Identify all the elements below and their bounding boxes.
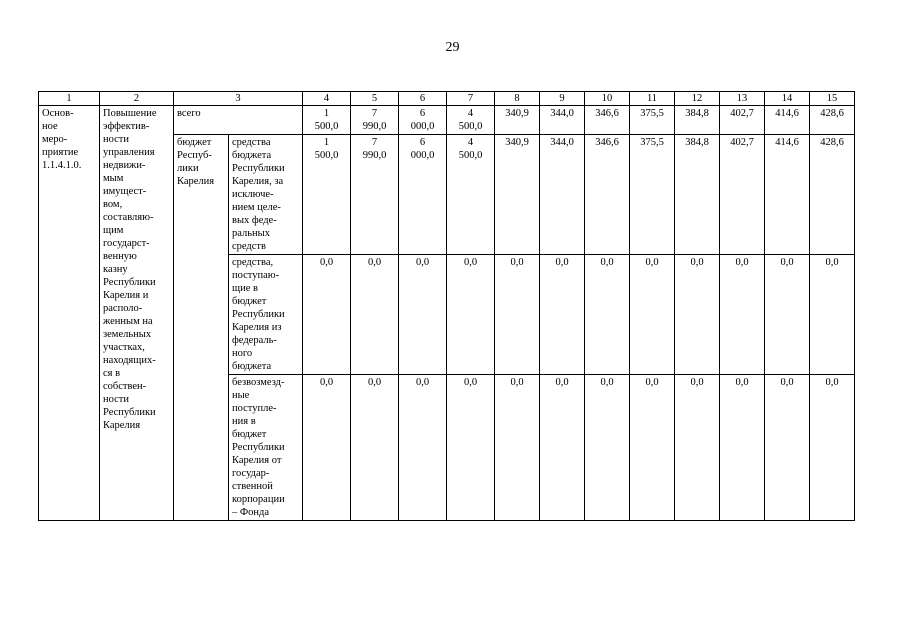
text-line: 500,0 [458, 121, 483, 132]
value-cell: 0,0 [720, 255, 765, 375]
column-header: 6 [399, 92, 447, 106]
text-line: Основ- [42, 108, 74, 119]
value-cell [351, 135, 399, 255]
value-cell: 0,0 [351, 255, 399, 375]
text-line: 000,0 [410, 150, 435, 161]
value-cell [810, 135, 855, 255]
text-line: безвозмезд- [232, 377, 285, 388]
text-line: 375,5 [640, 108, 664, 119]
text-line: 375,5 [640, 137, 664, 148]
text-line: 500,0 [314, 121, 339, 132]
text-line: государ- [232, 468, 270, 479]
text-line: Карелия из [232, 322, 282, 333]
text-line: мым [103, 173, 124, 184]
text-line: располо- [103, 303, 143, 314]
text-line: 6 [419, 108, 426, 119]
value-cell: 0,0 [675, 375, 720, 521]
text-line: щим [103, 225, 124, 236]
text-line: бюджета [232, 361, 272, 372]
text-line: поступле- [232, 403, 277, 414]
text-line: 402,7 [730, 137, 754, 148]
text-line: 4 [467, 137, 474, 148]
text-line: исключе- [232, 189, 274, 200]
text-line: составляю- [103, 212, 154, 223]
gratuitous-receipts-label [229, 375, 303, 521]
text-line: Карелия, за [232, 176, 284, 187]
value-cell [447, 106, 495, 135]
text-line: ния в [232, 416, 256, 427]
value-cell [351, 106, 399, 135]
text-line: средства, [232, 257, 274, 268]
text-line: бюджет [232, 429, 267, 440]
text-line: 000,0 [410, 121, 435, 132]
text-line: 414,6 [775, 108, 799, 119]
text-line: 414,6 [775, 137, 799, 148]
text-line: 340,9 [505, 137, 529, 148]
text-line: 384,8 [685, 137, 709, 148]
text-line: 344,0 [550, 108, 574, 119]
value-cell [399, 106, 447, 135]
text-line: приятие [42, 147, 79, 158]
text-line: государст- [103, 238, 150, 249]
value-cell: 0,0 [495, 255, 540, 375]
column-header: 8 [495, 92, 540, 106]
text-line: 346,6 [595, 137, 619, 148]
text-line: 340,9 [505, 108, 529, 119]
text-line: 384,8 [685, 108, 709, 119]
text-line: корпорации [232, 494, 285, 505]
federal-funds-label [229, 255, 303, 375]
text-line: федераль- [232, 335, 277, 346]
text-line: 428,6 [820, 137, 844, 148]
text-line: меро- [42, 134, 68, 145]
value-cell: 0,0 [399, 375, 447, 521]
text-line: имущест- [103, 186, 147, 197]
text-line: 990,0 [362, 121, 387, 132]
value-cell [585, 106, 630, 135]
value-cell: 0,0 [810, 255, 855, 375]
text-line: ного [232, 348, 253, 359]
value-cell: 0,0 [351, 375, 399, 521]
budget-source-label [174, 135, 229, 521]
value-cell [720, 106, 765, 135]
measure-name-cell [100, 106, 174, 521]
text-line: 344,0 [550, 137, 574, 148]
text-line: 7 [371, 108, 378, 119]
value-cell: 0,0 [447, 255, 495, 375]
value-cell: 0,0 [495, 375, 540, 521]
value-cell: 0,0 [399, 255, 447, 375]
value-cell [495, 135, 540, 255]
column-header: 4 [303, 92, 351, 106]
text-line: – Фонда [232, 507, 270, 518]
text-line: средства [232, 137, 271, 148]
text-line: находящих- [103, 355, 156, 366]
column-header: 12 [675, 92, 720, 106]
text-line: Повышение [103, 108, 157, 119]
text-line: щие в [232, 283, 258, 294]
text-line: бюджета [232, 150, 272, 161]
text-line: 6 [419, 137, 426, 148]
column-header: 15 [810, 92, 855, 106]
text-line: Карелия [103, 420, 141, 431]
text-line: ральных [232, 228, 270, 239]
text-line: 1 [323, 108, 330, 119]
value-cell [765, 135, 810, 255]
text-line: недвижи- [103, 160, 146, 171]
value-cell [810, 106, 855, 135]
page-number: 29 [445, 40, 460, 55]
value-cell: 0,0 [447, 375, 495, 521]
text-line: Республики [103, 277, 156, 288]
total-label: всего [174, 106, 303, 135]
value-cell: 0,0 [303, 255, 351, 375]
value-cell [630, 106, 675, 135]
value-cell: 0,0 [765, 375, 810, 521]
text-line: управления [103, 147, 155, 158]
value-cell: 0,0 [810, 375, 855, 521]
value-cell [585, 135, 630, 255]
value-cell [675, 106, 720, 135]
text-line: 4 [467, 108, 474, 119]
total-row [39, 106, 855, 135]
text-line: бюджет [232, 296, 267, 307]
value-cell [495, 106, 540, 135]
value-cell [540, 106, 585, 135]
text-line: ся в [103, 368, 121, 379]
text-line: ное [42, 121, 58, 132]
column-header: 2 [100, 92, 174, 106]
value-cell [540, 135, 585, 255]
text-line: ные [232, 390, 250, 401]
text-line: Республики [232, 163, 285, 174]
text-line: бюджет [177, 137, 212, 148]
value-cell: 0,0 [675, 255, 720, 375]
text-line: 500,0 [314, 150, 339, 161]
text-line: земельных [103, 329, 152, 340]
value-cell [447, 135, 495, 255]
value-cell: 0,0 [630, 255, 675, 375]
value-cell [675, 135, 720, 255]
column-header: 1 [39, 92, 100, 106]
text-line: 7 [371, 137, 378, 148]
measure-code-cell [39, 106, 100, 521]
column-header: 7 [447, 92, 495, 106]
text-line: Республики [232, 309, 285, 320]
budget-table [38, 91, 855, 521]
text-line: 402,7 [730, 108, 754, 119]
text-line: Респуб- [177, 150, 212, 161]
text-line: Карелия [177, 176, 215, 187]
text-line: венную [103, 251, 137, 262]
text-line: средств [232, 241, 266, 252]
text-line: вом, [103, 199, 123, 210]
text-line: казну [103, 264, 128, 275]
text-line: Карелия от [232, 455, 282, 466]
text-line: эффектив- [103, 121, 150, 132]
text-line: 500,0 [458, 150, 483, 161]
column-header-row [39, 92, 855, 106]
text-line: нием целе- [232, 202, 281, 213]
value-cell: 0,0 [630, 375, 675, 521]
text-line: Республики [103, 407, 156, 418]
value-cell [720, 135, 765, 255]
text-line: ности [103, 134, 129, 145]
text-line: 428,6 [820, 108, 844, 119]
value-cell: 0,0 [585, 375, 630, 521]
text-line: вых феде- [232, 215, 277, 226]
value-cell [630, 135, 675, 255]
column-header: 3 [174, 92, 303, 106]
value-cell: 0,0 [540, 375, 585, 521]
text-line: женным на [103, 316, 153, 327]
text-line: 990,0 [362, 150, 387, 161]
column-header: 11 [630, 92, 675, 106]
value-cell [303, 135, 351, 255]
text-line: лики [177, 163, 199, 174]
column-header: 9 [540, 92, 585, 106]
own-funds-label [229, 135, 303, 255]
value-cell [765, 106, 810, 135]
value-cell: 0,0 [720, 375, 765, 521]
text-line: 1 [323, 137, 330, 148]
value-cell [399, 135, 447, 255]
text-line: Республики [232, 442, 285, 453]
text-line: ственной [232, 481, 273, 492]
text-line: участках, [103, 342, 145, 353]
value-cell: 0,0 [765, 255, 810, 375]
value-cell [303, 106, 351, 135]
text-line: Карелия и [103, 290, 149, 301]
text-line: 346,6 [595, 108, 619, 119]
text-line: поступаю- [232, 270, 280, 281]
value-cell: 0,0 [303, 375, 351, 521]
column-header: 14 [765, 92, 810, 106]
text-line: 1.1.4.1.0. [42, 160, 82, 171]
text-line: ности [103, 394, 129, 405]
text-line: собствен- [103, 381, 147, 392]
column-header: 10 [585, 92, 630, 106]
value-cell: 0,0 [540, 255, 585, 375]
column-header: 13 [720, 92, 765, 106]
column-header: 5 [351, 92, 399, 106]
value-cell: 0,0 [585, 255, 630, 375]
